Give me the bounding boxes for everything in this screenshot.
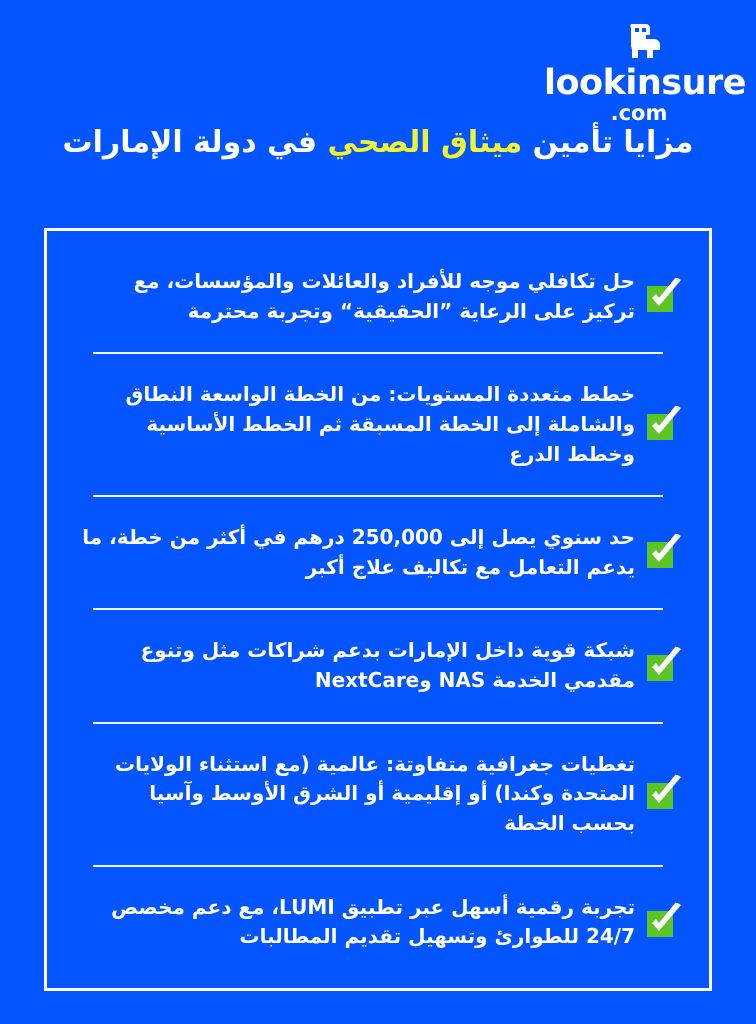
page-title-highlight: ميثاق الصحي: [327, 125, 523, 160]
check-box-icon: [645, 406, 683, 444]
page-title-part-before: مزايا تأمين: [522, 125, 694, 160]
benefit-text: خطط متعددة المستويات: من الخطة الواسعة النطاق والشاملة إلى الخطة المسبقة ثم الخطط الأساسية وخطط الدرع: [125, 382, 635, 466]
lookinsure-mascot-icon: [617, 22, 661, 64]
brand-domain-suffix: .com: [610, 101, 668, 125]
benefit-item: [69, 634, 687, 697]
benefit-divider: [93, 722, 663, 724]
benefit-divider: [93, 352, 663, 354]
brand-logo: [544, 22, 747, 125]
benefit-text: شبكة قوية داخل الإمارات بدعم شراكات مثل وتنوع مقدمي الخدمة NAS وNextCare: [140, 638, 635, 693]
check-box-icon: [645, 278, 683, 316]
brand-wordmark: lookinsure: [544, 63, 747, 103]
benefit-check-wrap: [641, 406, 687, 444]
benefit-item: [69, 748, 687, 841]
benefit-text: تغطيات جغرافية متفاوتة: عالمية (مع استثناء الولايات المتحدة وكندا) أو إقليمية أو الشرق الأوسط وآسيا بحسب الخطة: [115, 751, 635, 835]
benefit-check-wrap: [641, 534, 687, 572]
benefit-item: [69, 521, 687, 584]
benefit-check-wrap: [641, 775, 687, 813]
page-title-part-after: في دولة الإمارات: [62, 125, 328, 160]
benefit-text: حل تكافلي موجه للأفراد والعائلات والمؤسسات، مع تركيز على الرعاية ”الحقيقية“ وتجربة محترمة: [133, 269, 635, 323]
benefit-check-wrap: [641, 647, 687, 685]
check-box-icon: [645, 775, 683, 813]
page-title: [46, 123, 710, 164]
benefits-frame: [44, 228, 712, 991]
benefit-divider: [93, 608, 663, 610]
benefit-item: [69, 265, 687, 328]
benefit-item: [69, 891, 687, 954]
check-box-icon: [645, 647, 683, 685]
benefit-check-wrap: [641, 278, 687, 316]
benefit-divider: [93, 495, 663, 497]
benefit-divider: [93, 865, 663, 867]
check-box-icon: [645, 903, 683, 941]
benefit-text: تجربة رقمية أسهل عبر تطبيق LUMI، مع دعم مخصص 24/7 للطوارئ وتسهيل تقديم المطالبات: [111, 894, 635, 949]
check-box-icon: [645, 534, 683, 572]
benefit-text: حد سنوي يصل إلى 250,000 درهم في أكثر من خطة، ما يدعم التعامل مع تكاليف علاج أكبر: [82, 525, 635, 579]
benefit-item: [69, 378, 687, 471]
benefit-check-wrap: [641, 903, 687, 941]
